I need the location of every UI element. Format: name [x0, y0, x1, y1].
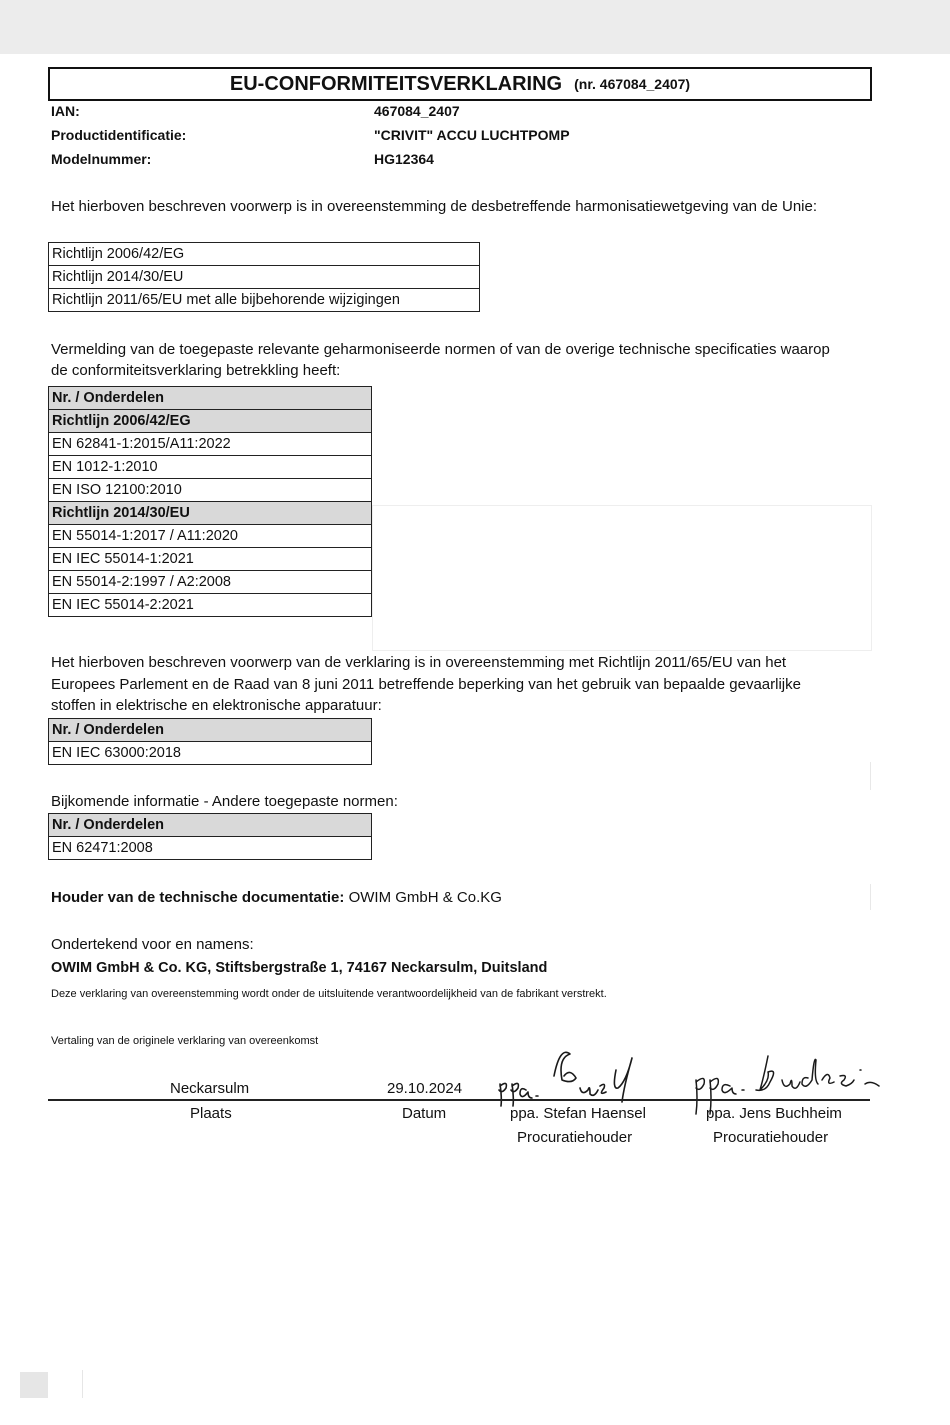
date-label: Datum [402, 1105, 447, 1122]
scan-artifact-line [870, 884, 871, 910]
standard-cell: EN 1012-1:2010 [49, 456, 372, 479]
product-id-label: Productidentificatie: [51, 127, 187, 143]
holder-label: Houder van de technische documentatie: [51, 889, 345, 906]
table-header-cell: Nr. / Onderdelen [49, 387, 372, 410]
table-row [49, 719, 372, 742]
directives-table [48, 242, 480, 312]
scan-artifact-line [870, 762, 871, 790]
signature-haensel [492, 1040, 672, 1115]
table-row [49, 502, 372, 525]
table-row [49, 814, 372, 837]
product-id-value: "CRIVIT" ACCU LUCHTPOMP [374, 127, 570, 143]
document-title: EU-CONFORMITEITSVERKLARING [229, 72, 563, 95]
standards-text-line2: de conformiteitsverklaring betrekkling heeft: [51, 362, 341, 379]
table-row [49, 479, 372, 502]
table-row [49, 742, 372, 765]
standards-table [48, 386, 372, 617]
intro-text: Het hierboven beschreven voorwerp is in overeenstemming de desbetreffende harmonisatiewetgeving van de Unie: [51, 198, 818, 215]
standard-cell: EN IEC 55014-1:2021 [49, 548, 372, 571]
standard-cell: EN IEC 55014-2:2021 [49, 594, 372, 617]
table-row [49, 548, 372, 571]
place-value: Neckarsulm [170, 1080, 250, 1097]
responsibility-note: Deze verklaring van overeenstemming wordt onder de uitsluitende verantwoordelijkheid van de fabrikant verstrekt. [51, 988, 607, 1000]
signer2-role: Procuratiehouder [713, 1129, 829, 1146]
table-row [49, 594, 372, 617]
directive-header-cell: Richtlijn 2006/42/EG [49, 410, 372, 433]
table-row [49, 433, 372, 456]
table-row [49, 243, 480, 266]
signed-on-behalf-text: Ondertekend voor en namens: [51, 936, 254, 953]
rohs-text-line2: Europees Parlement en de Raad van 8 juni 2011 betreffende beperking van het gebruik van bepaalde gevaarlijke [51, 676, 801, 693]
place-label: Plaats [190, 1105, 232, 1122]
directive-cell: Richtlijn 2006/42/EG [49, 243, 480, 266]
rohs-text-line3: stoffen in elektrische en elektronische apparatuur: [51, 697, 382, 714]
table-row [49, 387, 372, 410]
signer1-name: ppa. Stefan Haensel [510, 1105, 646, 1122]
standard-cell: EN 55014-2:1997 / A2:2008 [49, 571, 372, 594]
scan-artifact-frame [372, 505, 872, 651]
table-row [49, 410, 372, 433]
document-number: (nr. 467084_2407) [574, 76, 691, 92]
ian-label: IAN: [51, 103, 80, 119]
translation-note: Vertaling van de originele verklaring van overeenkomst [51, 1035, 319, 1047]
directive-header-cell: Richtlijn 2014/30/EU [49, 502, 372, 525]
ian-value: 467084_2407 [374, 103, 460, 119]
date-value: 29.10.2024 [387, 1080, 463, 1097]
standard-cell: EN ISO 12100:2010 [49, 479, 372, 502]
top-bar [0, 0, 950, 54]
table-row [49, 525, 372, 548]
additional-table [48, 813, 372, 860]
model-number-label: Modelnummer: [51, 151, 152, 167]
signer1-role: Procuratiehouder [517, 1129, 633, 1146]
standards-text-line1: Vermelding van de toegepaste relevante geharmoniseerde normen of van de overige technische specificaties waarop [51, 341, 830, 358]
signature-line [48, 1099, 870, 1101]
rohs-text-line1: Het hierboven beschreven voorwerp van de verklaring is in overeenstemming met Richtlijn 2011/65/EU van het [51, 654, 787, 671]
holder-line [51, 889, 502, 906]
signer2-name: ppa. Jens Buchheim [706, 1105, 842, 1122]
model-number-value: HG12364 [374, 151, 434, 167]
standard-cell: EN IEC 63000:2018 [49, 742, 372, 765]
table-header-cell: Nr. / Onderdelen [49, 719, 372, 742]
table-header-cell: Nr. / Onderdelen [49, 814, 372, 837]
standard-cell: EN 62471:2008 [49, 837, 372, 860]
holder-value: OWIM GmbH & Co.KG [344, 889, 502, 906]
standard-cell: EN 55014-1:2017 / A11:2020 [49, 525, 372, 548]
additional-info-text: Bijkomende informatie - Andere toegepaste normen: [51, 793, 398, 810]
company-address: OWIM GmbH & Co. KG, Stiftsbergstraße 1, 74167 Neckarsulm, Duitsland [51, 960, 548, 976]
document-title-box [48, 67, 872, 101]
table-row [49, 266, 480, 289]
table-row [49, 456, 372, 479]
rohs-table [48, 718, 372, 765]
standard-cell: EN 62841-1:2015/A11:2022 [49, 433, 372, 456]
table-row [49, 289, 480, 312]
table-row [49, 837, 372, 860]
directive-cell: Richtlijn 2011/65/EU met alle bijbehorende wijzigingen [49, 289, 480, 312]
directive-cell: Richtlijn 2014/30/EU [49, 266, 480, 289]
footer-divider [82, 1370, 83, 1398]
footer-page-marker [20, 1372, 48, 1398]
table-row [49, 571, 372, 594]
